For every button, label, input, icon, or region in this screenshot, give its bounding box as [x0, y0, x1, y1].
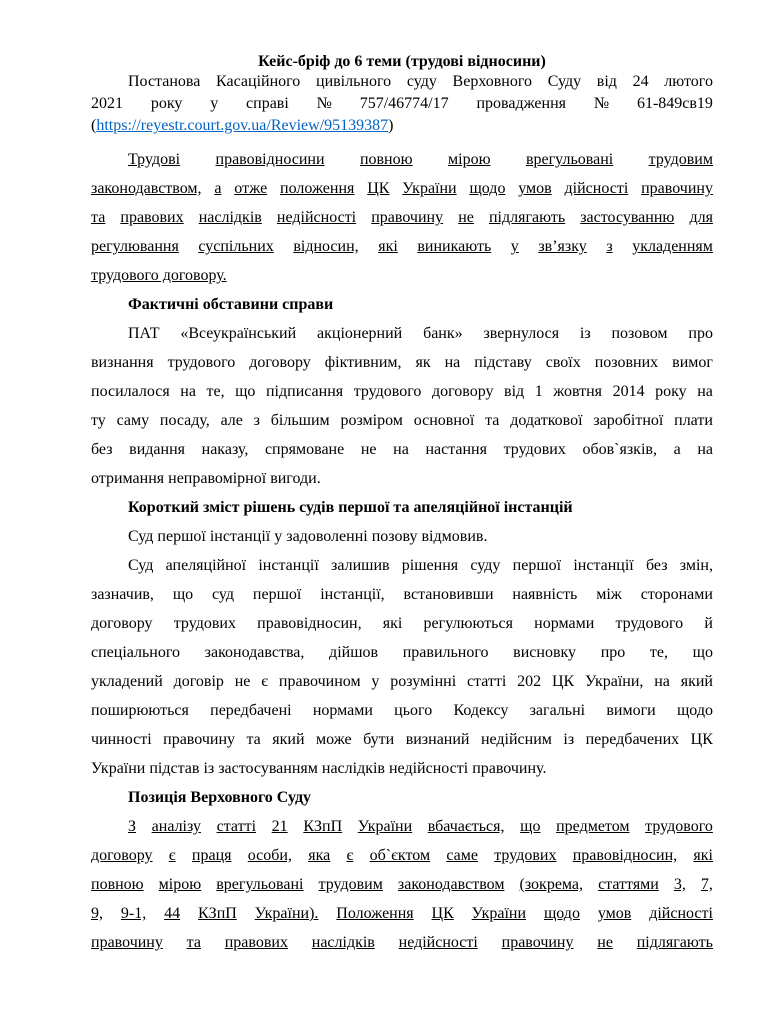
word: позовом	[611, 325, 668, 342]
word: укладений	[91, 673, 163, 690]
word: видання	[129, 441, 186, 458]
word: а	[214, 180, 222, 197]
word: який	[272, 731, 305, 748]
word: вимоги	[606, 702, 656, 719]
word: 757/46774/17	[359, 95, 449, 112]
word: ЦК	[690, 731, 713, 748]
word: України	[357, 818, 413, 835]
word: загальні	[529, 702, 586, 719]
word: першої	[252, 586, 302, 603]
facts-line	[91, 319, 713, 348]
word: №	[316, 95, 332, 112]
word: залишив	[331, 557, 390, 574]
word: 9,	[91, 905, 103, 922]
decisions-heading	[91, 493, 713, 522]
position-line	[91, 928, 713, 957]
word: отже	[234, 180, 268, 197]
word: спеціального	[91, 644, 181, 661]
word: правильного	[402, 644, 489, 661]
word: правочину	[371, 209, 444, 226]
appeal-line	[91, 551, 713, 580]
word: цивільного	[316, 73, 392, 90]
word: 24	[632, 73, 649, 90]
word: врегульовані	[525, 151, 614, 168]
word: ПАТ	[128, 325, 160, 342]
word: апеляційної	[165, 557, 247, 574]
position-line	[91, 899, 713, 928]
word: позовних	[594, 354, 659, 371]
word: нормами	[534, 615, 595, 632]
appeal-line	[91, 696, 713, 725]
decisions-heading-text: Короткий зміст рішень судів першої та апеляційної інстанцій	[128, 499, 573, 516]
document-body	[91, 145, 713, 957]
word: та	[91, 209, 106, 226]
word: договору	[249, 354, 311, 371]
word: підлягають	[488, 209, 566, 226]
word: посаду,	[159, 412, 210, 429]
word: вбачається,	[427, 818, 505, 835]
word: від	[504, 383, 525, 400]
word: акціонерний	[317, 325, 403, 342]
word: недійсним	[480, 731, 552, 748]
appeal-line	[91, 609, 713, 638]
word: трудових	[503, 441, 566, 458]
word: об`єктом	[369, 847, 431, 864]
position-heading-text: Позиція Верховного Суду	[128, 789, 312, 806]
word: правовідносин,	[257, 615, 362, 632]
word: трудових	[173, 615, 236, 632]
word: законодавства,	[204, 644, 305, 661]
word: України	[402, 180, 457, 197]
word: справі	[246, 95, 289, 112]
word: інстанції	[573, 557, 634, 574]
word: виникають	[417, 238, 492, 255]
header-line	[91, 71, 713, 93]
word: визнаний	[405, 731, 470, 748]
word: розумінні	[390, 673, 457, 690]
facts-line	[91, 406, 713, 435]
word: у	[210, 95, 219, 112]
word: трудовим	[318, 876, 383, 893]
word: №	[593, 95, 610, 112]
word: (зокрема,	[519, 876, 584, 893]
word: укладенням	[632, 238, 713, 255]
word: передбачених	[585, 731, 680, 748]
word: для	[689, 209, 713, 226]
word: суспільних	[198, 238, 274, 255]
word: які	[382, 615, 403, 632]
word: лютого	[664, 73, 713, 90]
word: що	[520, 818, 541, 835]
word: регулюються	[423, 615, 513, 632]
word: та	[485, 412, 500, 429]
word: трудового договору.	[91, 267, 227, 284]
word: яка	[308, 847, 331, 864]
word: повною	[359, 151, 413, 168]
word: основної	[413, 412, 475, 429]
facts-line	[91, 377, 713, 406]
word: недійсності	[276, 209, 357, 226]
court-registry-link[interactable]: https://reyestr.court.gov.ua/Review/95139387	[96, 117, 389, 134]
word: провадження	[476, 95, 567, 112]
word: заробітної	[593, 412, 664, 429]
word: поширюються	[91, 702, 189, 719]
word: розміром	[340, 412, 403, 429]
word: відносин,	[293, 238, 359, 255]
word: правочину	[91, 934, 163, 951]
word: року	[655, 383, 687, 400]
word: встановивши	[403, 586, 494, 603]
word: Постанова	[128, 73, 201, 90]
word: законодавством	[397, 876, 505, 893]
appeal-line	[91, 638, 713, 667]
word: з	[253, 412, 260, 429]
word: наявність	[512, 586, 578, 603]
word: отримання неправомірної вигоди.	[91, 470, 321, 487]
word: статтями	[598, 876, 659, 893]
word: Положення	[336, 905, 414, 922]
word: сторонами	[640, 586, 713, 603]
word: ЦК	[367, 180, 390, 197]
word: те,	[649, 644, 668, 661]
word: є	[261, 673, 269, 690]
word: КЗпП	[303, 818, 343, 835]
word: своїх	[545, 354, 581, 371]
word: без	[91, 441, 113, 458]
word: Кодексу	[453, 702, 509, 719]
word: змін,	[679, 557, 713, 574]
word: України,	[585, 673, 644, 690]
word: який	[680, 673, 713, 690]
word: предметом	[556, 818, 630, 835]
word: 1	[534, 383, 543, 400]
word: інстанції	[258, 557, 319, 574]
word: року	[150, 95, 183, 112]
word: України).	[254, 905, 319, 922]
word: саме	[446, 847, 478, 864]
word: підлягають	[636, 934, 713, 951]
appeal-line	[91, 725, 713, 754]
word: статті	[466, 673, 507, 690]
word: трудового	[167, 354, 236, 371]
word: суду	[470, 557, 501, 574]
word: аналізу	[151, 818, 201, 835]
word: у	[510, 238, 519, 255]
word: й	[704, 615, 713, 632]
word: 21	[271, 818, 288, 835]
word: на	[697, 441, 713, 458]
position-line	[91, 812, 713, 841]
word: трудового	[615, 615, 684, 632]
word: зв’язку	[538, 238, 587, 255]
word: чинності	[91, 731, 152, 748]
document-title: Кейс-бріф до 6 теми (трудові відносини)	[258, 53, 546, 70]
word: визнання	[91, 354, 154, 371]
word: умов	[597, 905, 632, 922]
word: що	[172, 586, 194, 603]
word: правовідносини	[215, 151, 325, 168]
word: праця	[191, 847, 232, 864]
word: наказу,	[201, 441, 249, 458]
word: Верховного	[452, 73, 532, 90]
word: 2014	[612, 383, 645, 400]
word: як	[415, 354, 431, 371]
word: Касаційного	[216, 73, 301, 90]
word: не	[234, 673, 251, 690]
word: регулювання	[91, 238, 179, 255]
facts-heading	[91, 290, 713, 319]
facts-line	[91, 464, 713, 493]
word: договір	[173, 673, 224, 690]
word: першої	[512, 557, 562, 574]
word: не	[360, 441, 377, 458]
word: ЦК	[431, 905, 454, 922]
word: умов	[518, 180, 552, 197]
word: які	[378, 238, 398, 255]
source-link-line	[91, 115, 713, 137]
appeal-line	[91, 754, 713, 783]
word: недійсності	[398, 934, 478, 951]
word: правовідносин,	[572, 847, 678, 864]
word: на	[393, 441, 409, 458]
word: додаткової	[510, 412, 583, 429]
word: повною	[91, 876, 144, 893]
word: посилалося	[91, 383, 170, 400]
word: Трудові	[128, 151, 181, 168]
thesis-line	[91, 174, 713, 203]
link-close-paren: )	[388, 117, 394, 134]
word: наслідків	[198, 209, 262, 226]
word: є	[346, 847, 354, 864]
word: договору	[91, 615, 153, 632]
word: правочину	[641, 180, 713, 197]
position-line	[91, 841, 713, 870]
word: трудовим	[648, 151, 713, 168]
word: Суд	[128, 557, 154, 574]
word: України	[471, 905, 527, 922]
thesis-line	[91, 203, 713, 232]
word: але	[220, 412, 243, 429]
word: мірою	[448, 151, 491, 168]
word: фіктивним,	[324, 354, 402, 371]
header-line	[91, 93, 713, 115]
word: саму	[116, 412, 150, 429]
facts-line	[91, 435, 713, 464]
word: у	[371, 673, 380, 690]
word: З	[128, 818, 137, 835]
word: положення	[280, 180, 355, 197]
word: дійшов	[329, 644, 379, 661]
word: договору	[431, 383, 494, 400]
word: що	[235, 383, 256, 400]
word: вимог	[672, 354, 713, 371]
word: наслідків	[311, 934, 375, 951]
appeal-line	[91, 667, 713, 696]
word: звернулося	[483, 325, 560, 342]
word: правових	[224, 934, 288, 951]
word: висновку	[513, 644, 577, 661]
word: трудового	[645, 818, 713, 835]
word: застосуванню	[580, 209, 675, 226]
word: від	[596, 73, 617, 90]
word: на	[697, 383, 713, 400]
word: підписання	[265, 383, 344, 400]
word: «Всеукраїнський	[180, 325, 297, 342]
word: та	[246, 731, 261, 748]
word: законодавством,	[91, 180, 202, 197]
position-line	[91, 870, 713, 899]
word: 2021	[91, 95, 123, 112]
word: 3,	[673, 876, 686, 893]
facts-line	[91, 348, 713, 377]
word: на	[180, 383, 196, 400]
word: банк»	[423, 325, 463, 342]
word: ЦК	[551, 673, 575, 690]
word: спрямоване	[264, 441, 345, 458]
word: плати	[674, 412, 713, 429]
word: та	[186, 934, 201, 951]
facts-heading-text: Фактичні обставини справи	[128, 296, 334, 313]
word: рішення	[401, 557, 459, 574]
word: на	[444, 354, 461, 371]
appeal-line	[91, 580, 713, 609]
word: а	[673, 441, 681, 458]
word: передбачені	[210, 702, 292, 719]
word: підставу	[474, 354, 532, 371]
word: щодо	[676, 702, 713, 719]
word: не	[458, 209, 474, 226]
word: на	[654, 673, 670, 690]
word: щодо	[469, 180, 506, 197]
word: про	[600, 644, 626, 661]
word: зазначив,	[91, 586, 154, 603]
word: з	[606, 238, 613, 255]
word: 44	[164, 905, 181, 922]
word: статті	[216, 818, 257, 835]
word: є	[168, 847, 176, 864]
word: 7,	[700, 876, 713, 893]
word: які	[693, 847, 713, 864]
thesis-line	[91, 232, 713, 261]
word: бути	[363, 731, 395, 748]
word: врегульовані	[216, 876, 304, 893]
word: мірою	[158, 876, 202, 893]
word: дійсності	[564, 180, 629, 197]
first-instance-text: Суд першої інстанції у задоволенні позову відмовив.	[128, 528, 488, 545]
word: із	[563, 731, 575, 748]
word: між	[596, 586, 622, 603]
word: нормами	[312, 702, 373, 719]
thesis-line	[91, 261, 713, 290]
word: про	[688, 325, 713, 342]
word: не	[597, 934, 613, 951]
word: суд	[212, 586, 235, 603]
word: трудового	[353, 383, 422, 400]
word: правочину	[501, 934, 574, 951]
word: без	[645, 557, 668, 574]
word: 202	[517, 673, 542, 690]
word: ту	[91, 412, 106, 429]
word: із	[579, 325, 591, 342]
word: те,	[206, 383, 225, 400]
word: особи,	[247, 847, 292, 864]
word: може	[315, 731, 352, 748]
link-open-paren: (	[91, 117, 97, 134]
word: КЗпП	[198, 905, 237, 922]
word: що	[692, 644, 713, 661]
word: більшим	[270, 412, 330, 429]
word: правочином	[278, 673, 361, 690]
word: 9-1,	[120, 905, 147, 922]
word: жовтня	[553, 383, 603, 400]
resolution-reference	[91, 71, 713, 137]
word: обов`язків,	[582, 441, 657, 458]
thesis-line	[91, 145, 713, 174]
word: щодо	[543, 905, 580, 922]
word: Суду	[547, 73, 582, 90]
word: 61-849св19	[636, 95, 713, 112]
word: договору	[91, 847, 153, 864]
word: цього	[394, 702, 433, 719]
word: настання	[425, 441, 487, 458]
word: суду	[406, 73, 437, 90]
word: інстанції,	[320, 586, 385, 603]
word: дійсності	[649, 905, 713, 922]
word: трудових	[494, 847, 557, 864]
first-instance-line	[91, 522, 713, 551]
word: України підстав із застосуванням наслідків недійсності правочину.	[91, 760, 547, 777]
word: правових	[120, 209, 184, 226]
word: правочину	[163, 731, 236, 748]
position-heading	[91, 783, 713, 812]
